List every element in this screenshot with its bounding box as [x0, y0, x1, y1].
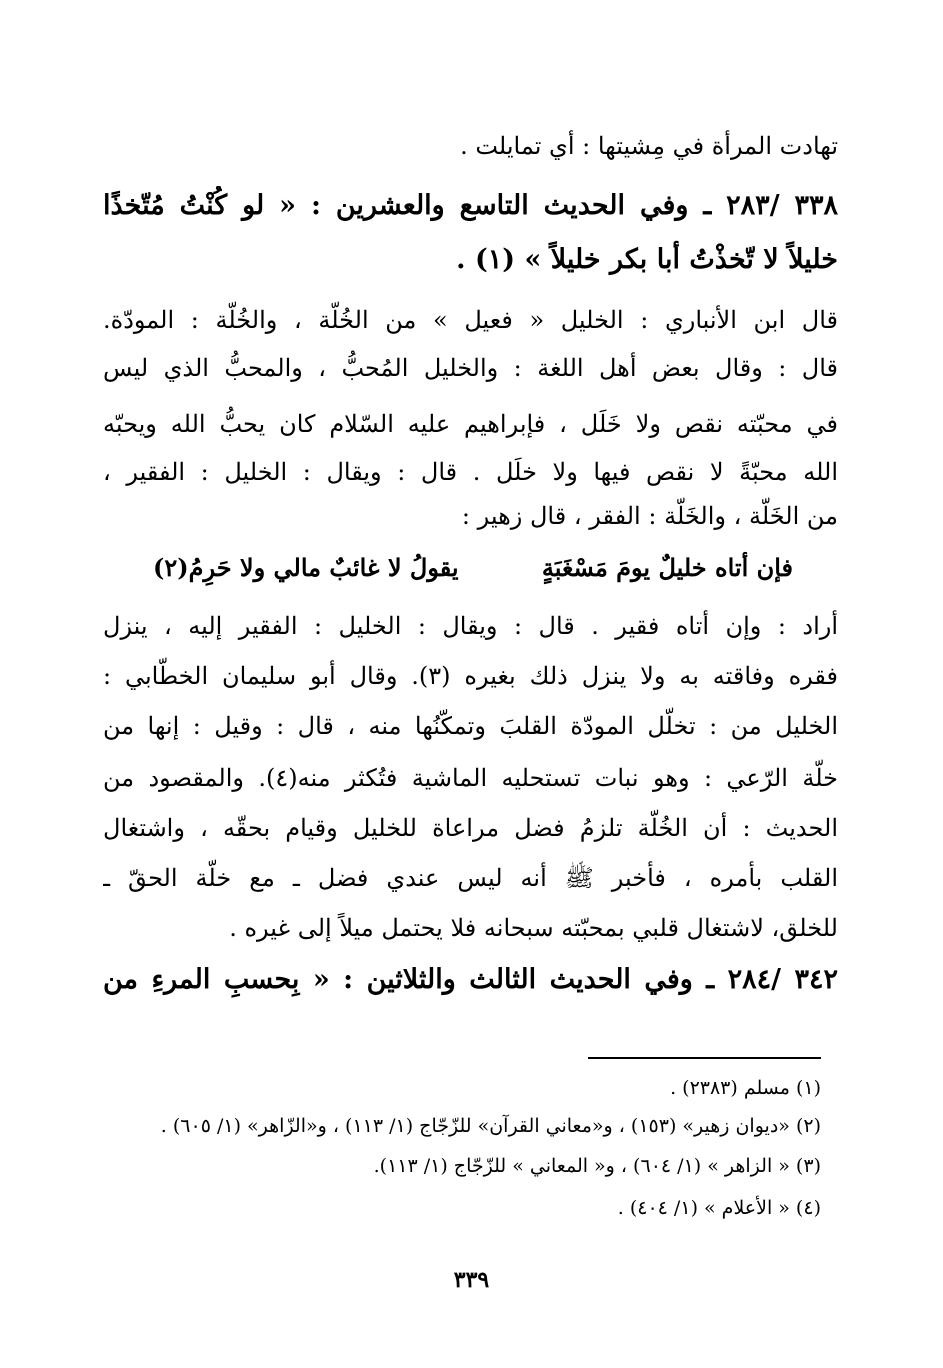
poetry-verse	[153, 548, 793, 590]
verse-hemistich-first: فإن أتاه خليلٌ يومَ مَسْغَبَةٍ	[541, 553, 793, 582]
text-line: للخلق، لاشتغال قلبي بمحبّته سبحانه فلا يحتمل ميلاً إلى غيره .	[229, 914, 838, 942]
footnote-divider	[588, 1057, 821, 1059]
hadith-heading-line: ٣٣٨ /٢٨٣ ـ وفي الحديث التاسع والعشرين : « لو كُنْتُ مُتّخذًا	[103, 190, 838, 221]
text-line: الخليل من : تخلّل المودّة القلبَ وتمكّنُها منه ، قال : وقيل : إنها من	[103, 712, 838, 740]
hadith-heading-line: خليلاً لا تّخذْتُ أبا بكر خليلاً » (١) .	[456, 244, 838, 275]
text-line: فقره وفاقته به ولا ينزل ذلك بغيره (٣). وقال أبو سليمان الخطّابي :	[103, 662, 838, 690]
text-line: خلّة الرّعي : وهو نبات تستحليه الماشية فتُكثر منه(٤). والمقصود من	[103, 764, 838, 792]
text-line: الله محبّةً لا نقص فيها ولا خلَل . قال : ويقال : الخليل : الفقير ،	[103, 458, 838, 486]
page-number: ٣٣٩	[453, 1267, 490, 1293]
text-line: قال ابن الأنباري : الخليل « فعيل » من الخُلّة ، والخُلّة : المودّة.	[103, 306, 838, 334]
footnote: (٣) « الزاهر » (١/ ٦٠٤) ، و« المعاني » للزّجّاج (١/ ١١٣).	[373, 1155, 821, 1177]
text-line: قال : وقال بعض أهل اللغة : والخليل المُحبُّ ، والمحبُّ الذي ليس	[103, 354, 838, 382]
footnote: (٢) «ديوان زهير» (١٥٣) ، و«معاني القرآن» للزّجّاج (١/ ١١٣) ، و«الزّاهر» (١/ ٦٠٥) .	[160, 1115, 821, 1137]
text-line: أراد : وإن أتاه فقير . قال : ويقال : الخليل : الفقير إليه ، ينزل	[103, 612, 838, 640]
text-line: في محبّته نقص ولا خَلَل ، فإبراهيم عليه السّلام كان يحبُّ الله ويحبّه	[103, 410, 838, 438]
text-line: الحديث : أن الخُلّة تلزمُ فضل مراعاة للخليل وقيام بحقّه ، واشتغال	[103, 814, 838, 842]
footnote: (١) مسلم (٢٣٨٣) .	[670, 1077, 821, 1099]
text-line: من الخَلّة ، والخَلّة : الفقر ، قال زهير :	[461, 502, 838, 530]
verse-hemistich-second: يقولُ لا غائبٌ مالي ولا حَرِمُ(٢)	[153, 553, 459, 582]
footnote: (٤) « الأعلام » (١/ ٤٠٤) .	[617, 1197, 821, 1219]
text-line: القلب بأمره ، فأخبر ﷺ أنه ليس عندي فضل ـ مع خلّة الحقّ ـ	[103, 864, 838, 892]
hadith-heading-line: ٣٤٢ /٢٨٤ ـ وفي الحديث الثالث والثلاثين : « بِحسبِ المرءِ من	[103, 964, 838, 995]
text-line: تهادت المرأة في مِشيتها : أي تمايلت .	[460, 132, 838, 160]
